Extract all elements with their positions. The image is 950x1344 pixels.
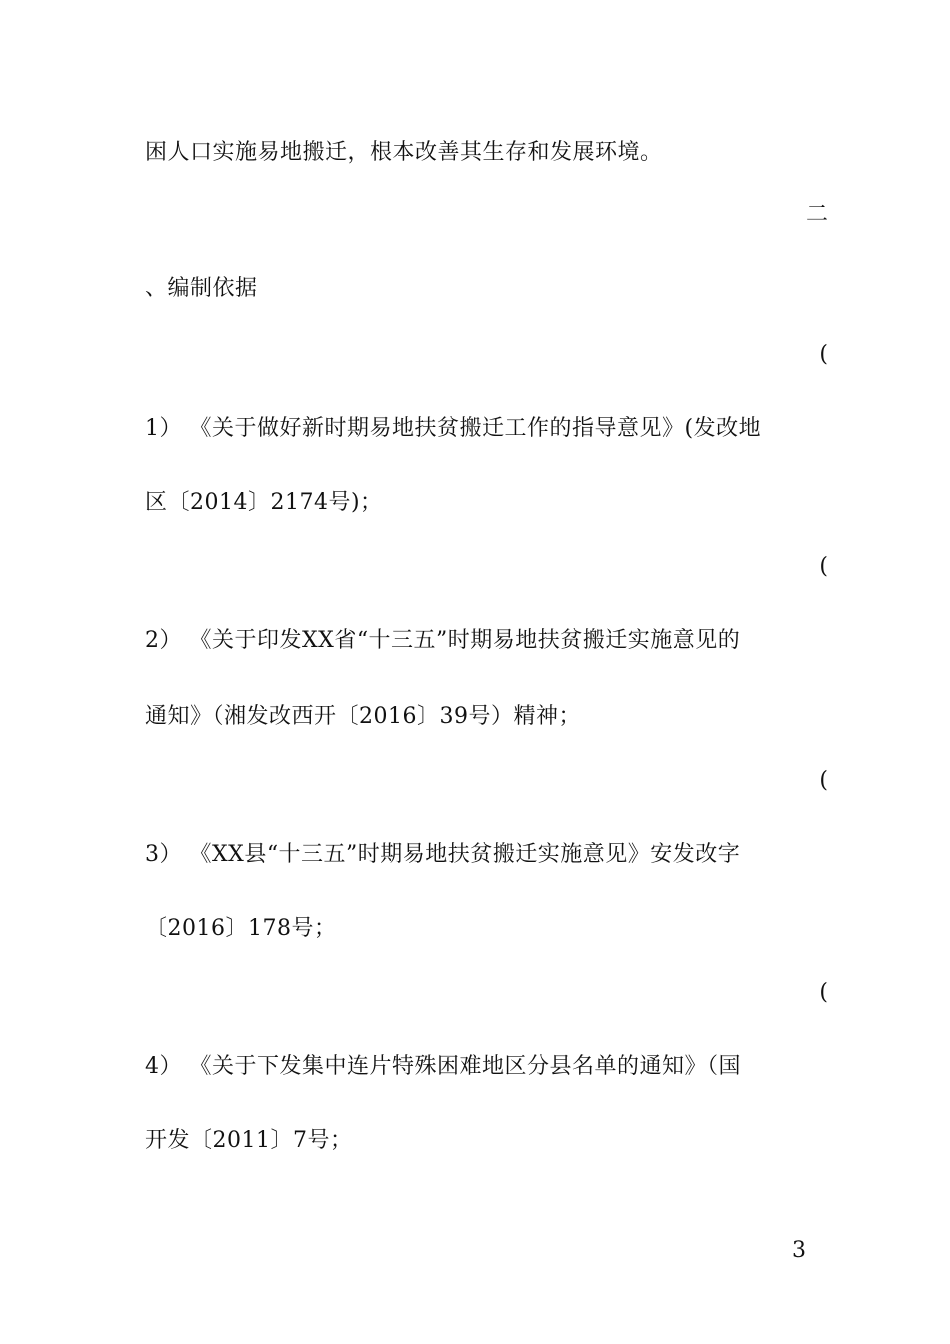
item-4-marker: (	[819, 980, 828, 1005]
item-3-marker: (	[819, 768, 828, 793]
item-3-line-1: 3） 《XX县“十三五”时期易地扶贫搬迁实施意见》安发改字	[145, 842, 741, 867]
item-4-line-2: 开发〔2011〕7号；	[145, 1128, 353, 1153]
intro-text-line: 困人口实施易地搬迁，根本改善其生存和发展环境。	[145, 140, 663, 165]
item-2-line-2: 通知》（湘发改西开〔2016〕39号）精神；	[145, 704, 581, 729]
section-title: 、编制依据	[145, 276, 258, 301]
item-2-line-1: 2） 《关于印发XX省“十三五”时期易地扶贫搬迁实施意见的	[145, 628, 741, 653]
item-3-line-2: 〔2016〕178号；	[145, 916, 337, 941]
item-1-line-1: 1） 《关于做好新时期易地扶贫搬迁工作的指导意见》(发改地	[145, 416, 762, 441]
item-1-line-2: 区〔2014〕2174号)；	[145, 490, 383, 515]
item-4-line-1: 4） 《关于下发集中连片特殊困难地区分县名单的通知》（国	[145, 1054, 741, 1079]
item-1-marker: (	[819, 342, 828, 367]
page-number: 3	[792, 1238, 806, 1263]
item-2-marker: (	[819, 554, 828, 579]
section-number: 二	[805, 202, 828, 227]
